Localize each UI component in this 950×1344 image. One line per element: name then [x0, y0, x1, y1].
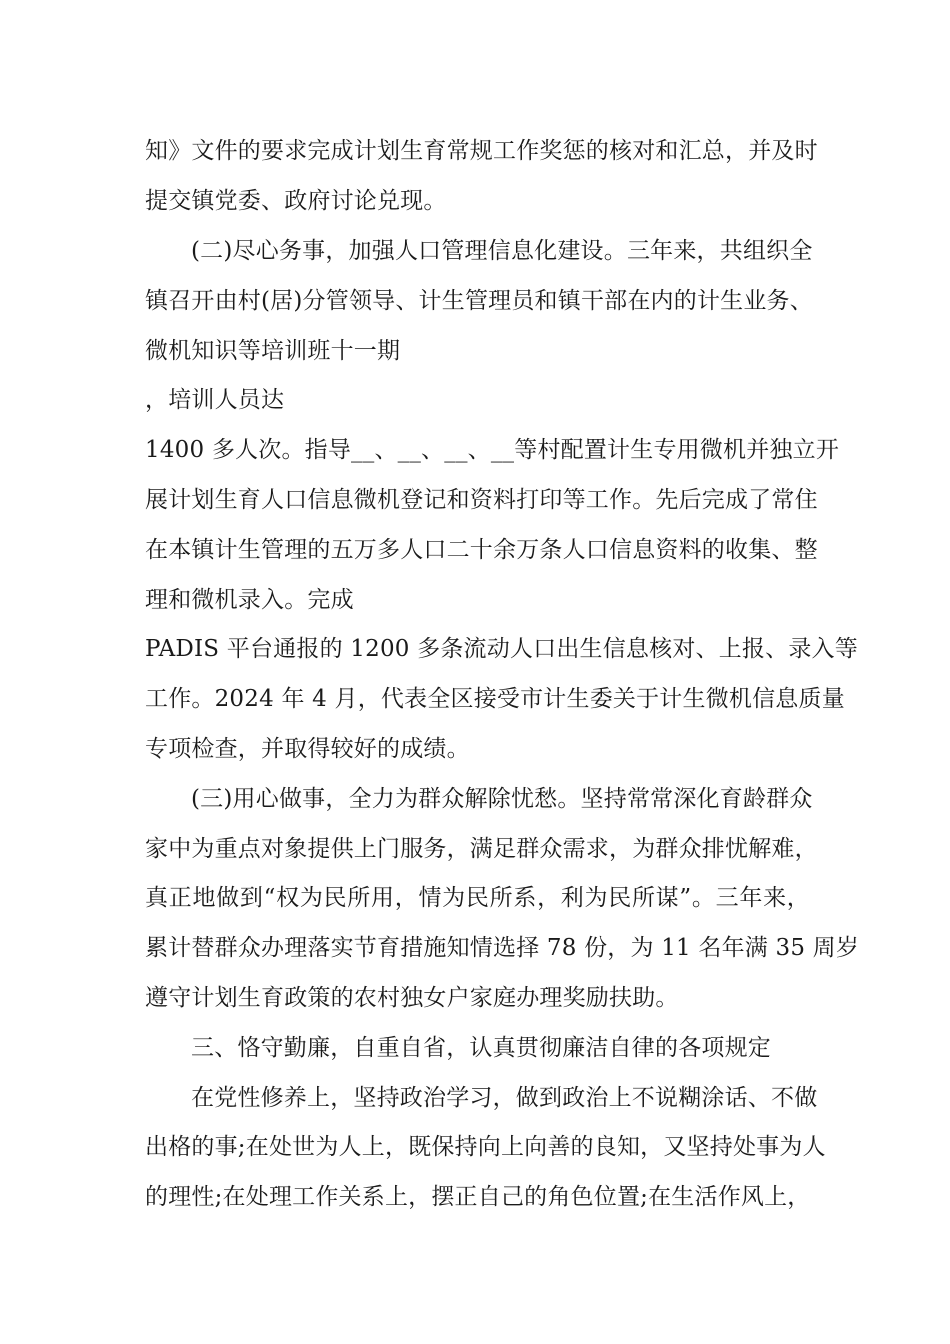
text-line: 家中为重点对象提供上门服务，满足群众需求，为群众排忧解难，	[145, 836, 818, 862]
section-heading: 三、恪守勤廉，自重自省，认真贯彻廉洁自律的各项规定	[191, 1035, 771, 1061]
text-line: 理和微机录入。完成	[145, 587, 354, 613]
text-line: 工作。2024 年 4 月，代表全区接受市计生委关于计生微机信息质量	[145, 686, 845, 712]
text-line: 微机知识等培训班十一期	[145, 338, 401, 364]
text-line: 展计划生育人口信息微机登记和资料打印等工作。先后完成了常住	[145, 487, 818, 513]
text-line: 提交镇党委、政府讨论兑现。	[145, 188, 447, 214]
text-line: 出格的事;在处世为人上，既保持向上向善的良知，又坚持处事为人	[145, 1134, 826, 1160]
text-line: 真正地做到“权为民所用，情为民所系，利为民所谋”。三年来，	[145, 885, 810, 911]
text-line: ，培训人员达	[145, 387, 285, 413]
text-line: 的理性;在处理工作关系上，摆正自己的角色位置;在生活作风上，	[145, 1184, 811, 1210]
text-line: 知》文件的要求完成计划生育常规工作奖惩的核对和汇总，并及时	[145, 138, 818, 164]
text-line: 在党性修养上，坚持政治学习，做到政治上不说糊涂话、不做	[191, 1085, 818, 1111]
text-line: 1400 多人次。指导__、__、__、__等村配置计生专用微机并独立开	[145, 437, 840, 463]
text-line: (三)用心做事，全力为群众解除忧愁。坚持常常深化育龄群众	[191, 786, 813, 812]
text-line: 专项检查，并取得较好的成绩。	[145, 736, 470, 762]
text-line: PADIS 平台通报的 1200 多条流动人口出生信息核对、上报、录入等	[145, 636, 858, 662]
text-line: 累计替群众办理落实节育措施知情选择 78 份，为 11 名年满 35 周岁	[145, 935, 860, 961]
text-line: 在本镇计生管理的五万多人口二十余万条人口信息资料的收集、整	[145, 537, 818, 563]
text-line: 镇召开由村(居)分管领导、计生管理员和镇干部在内的计生业务、	[145, 288, 813, 314]
text-line: 遵守计划生育政策的农村独女户家庭办理奖励扶助。	[145, 985, 679, 1011]
text-line: (二)尽心务事，加强人口管理信息化建设。三年来，共组织全	[191, 238, 813, 264]
